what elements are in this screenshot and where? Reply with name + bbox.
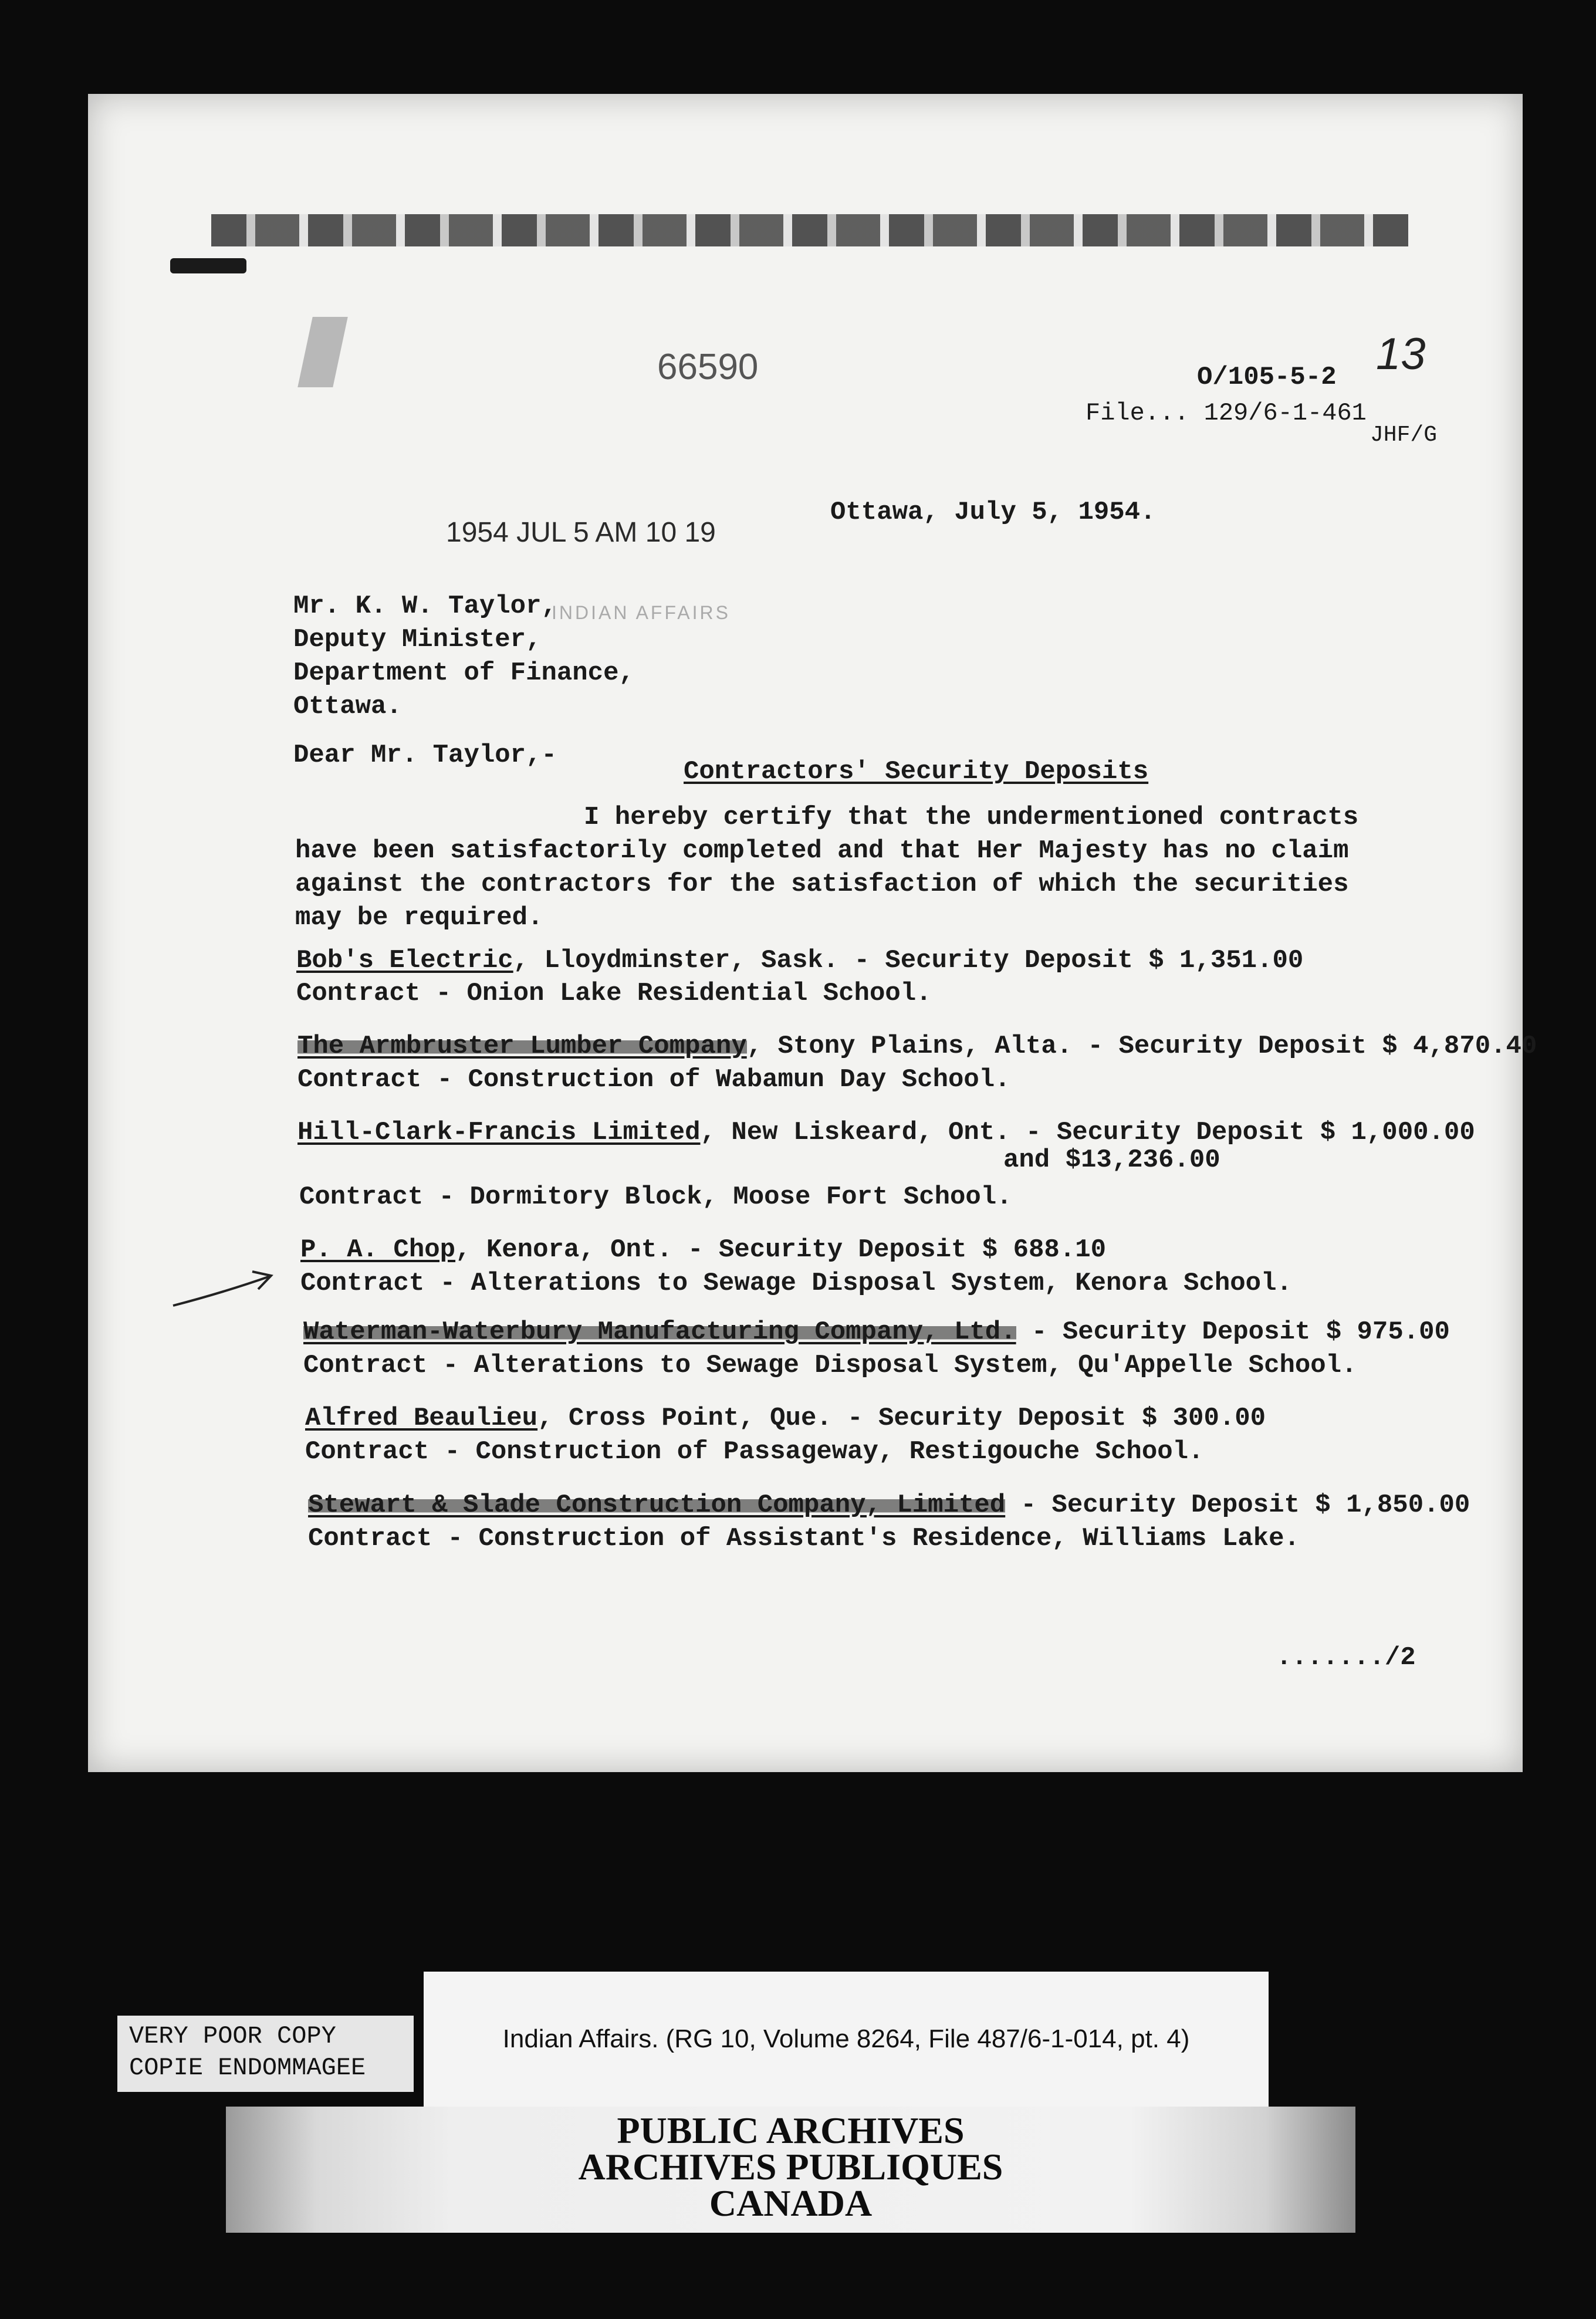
contractor-name: Hill-Clark-Francis Limited xyxy=(297,1118,701,1147)
additional-deposit: and $13,236.00 xyxy=(1003,1145,1220,1175)
contract-description: Contract - Construction of Passageway, Restigouche School. xyxy=(305,1437,1204,1466)
contract-description: Contract - Alterations to Sewage Disposal System, Kenora School. xyxy=(300,1269,1292,1298)
contractor-details: , New Liskeard, Ont. - Security Deposit $ 1,000.00 xyxy=(700,1118,1475,1147)
archives-line-en: PUBLIC ARCHIVES xyxy=(617,2110,965,2151)
body-line-2: have been satisfactorily completed and that Her Majesty has no claim xyxy=(295,836,1349,866)
staple-mark xyxy=(170,258,246,273)
condition-label-en: VERY POOR COPY xyxy=(129,2022,336,2050)
file-reference-primary: O/105-5-2 xyxy=(1197,363,1337,392)
body-line-3: against the contractors for the satisfaction of which the securities xyxy=(295,870,1349,899)
contractor-name: Bob's Electric xyxy=(296,946,513,975)
contractor-details: - Security Deposit $ 975.00 xyxy=(1016,1317,1450,1347)
contractor-entry xyxy=(297,1032,1537,1061)
condition-label xyxy=(117,2016,414,2092)
contractor-name: P. A. Chop xyxy=(300,1235,456,1265)
contractor-details: , Lloydminster, Sask. - Security Deposit $ 1,351.00 xyxy=(513,946,1304,975)
contractor-details: , Kenora, Ont. - Security Deposit $ 688.10 xyxy=(455,1235,1107,1265)
scanned-top-edge-noise xyxy=(211,214,1408,246)
body-line-1: I hereby certify that the undermentioned contracts xyxy=(584,803,1359,832)
contractor-name: Alfred Beaulieu xyxy=(305,1404,538,1433)
contract-description: Contract - Alterations to Sewage Disposal System, Qu'Appelle School. xyxy=(303,1351,1357,1380)
addressee-title: Deputy Minister, xyxy=(293,625,542,654)
contractor-entry xyxy=(305,1404,1266,1433)
contractor-name: The Armbruster Lumber Company xyxy=(297,1032,747,1061)
contractor-details: - Security Deposit $ 1,850.00 xyxy=(1005,1490,1470,1520)
archives-line-country: CANADA xyxy=(709,2182,873,2224)
contract-description: Contract - Onion Lake Residential School. xyxy=(296,979,932,1008)
initials: JHF/G xyxy=(1370,422,1438,448)
archives-line-fr: ARCHIVES PUBLIQUES xyxy=(578,2146,1003,2188)
contractor-details: , Stony Plains, Alta. - Security Deposit $ 4,870.40 xyxy=(746,1032,1537,1061)
contract-description: Contract - Construction of Assistant's Residence, Williams Lake. xyxy=(308,1524,1300,1553)
contract-description: Contract - Dormitory Block, Moose Fort School. xyxy=(299,1182,1012,1212)
reference-text: Indian Affairs. (RG 10, Volume 8264, File 487/6-1-014, pt. 4) xyxy=(502,2024,1190,2053)
addressee-department: Department of Finance, xyxy=(293,658,634,688)
contractor-entry xyxy=(300,1235,1106,1265)
indian-affairs-stamp: INDIAN AFFAIRS xyxy=(552,602,731,623)
stamp-number: 66590 xyxy=(657,347,759,387)
archives-label xyxy=(226,2107,1355,2233)
letter-page xyxy=(88,94,1523,1772)
letter-date: Ottawa, July 5, 1954. xyxy=(830,498,1156,527)
contractor-entry xyxy=(297,1118,1475,1147)
contractor-name: Waterman-Waterbury Manufacturing Company, Ltd. xyxy=(303,1317,1016,1347)
contract-description: Contract - Construction of Wabamun Day School. xyxy=(297,1065,1010,1094)
handwritten-arrow-icon xyxy=(170,1265,282,1311)
contractor-details: , Cross Point, Que. - Security Deposit $ 300.00 xyxy=(537,1404,1266,1433)
condition-label-fr: COPIE ENDOMMAGEE xyxy=(129,2054,366,2082)
contractor-name: Stewart & Slade Construction Company, Limited xyxy=(308,1490,1006,1520)
salutation: Dear Mr. Taylor,- xyxy=(293,741,557,770)
file-reference-secondary: File... 129/6-1-461 xyxy=(1086,399,1367,427)
contractor-entry xyxy=(303,1317,1450,1347)
subject-heading: Contractors' Security Deposits xyxy=(684,757,1149,786)
page-continuation: ......./2 xyxy=(1276,1643,1416,1672)
contractor-entry xyxy=(308,1490,1470,1520)
body-line-4: may be required. xyxy=(295,903,543,932)
received-stamp: 1954 JUL 5 AM 10 19 xyxy=(446,517,716,548)
addressee-name: Mr. K. W. Taylor, xyxy=(293,591,557,621)
archives-text-block xyxy=(226,2112,1355,2222)
contractor-entry xyxy=(296,946,1303,975)
reference-label xyxy=(424,1972,1269,2107)
addressee-city: Ottawa. xyxy=(293,692,402,721)
handwritten-page-mark: 13 xyxy=(1376,329,1426,379)
